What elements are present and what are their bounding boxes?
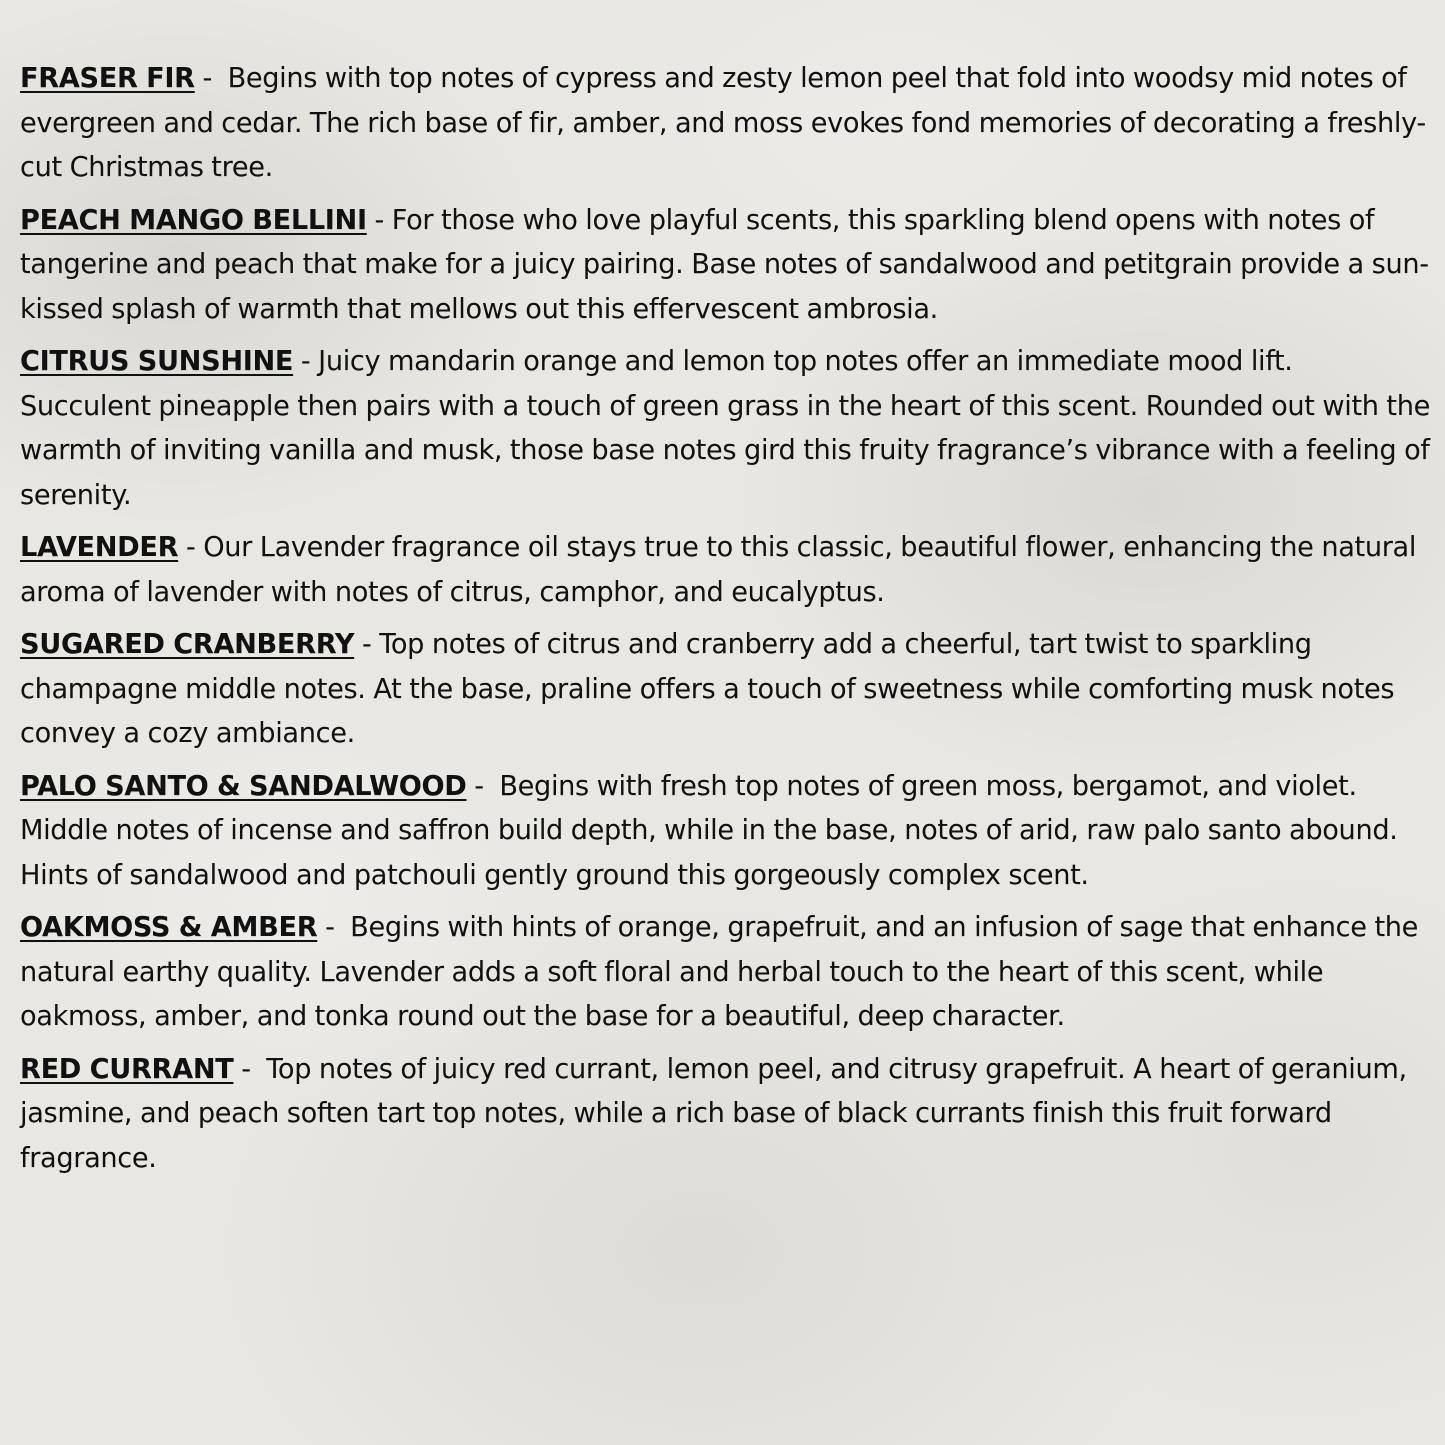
- scent-entry-fraser-fir: [20, 57, 1430, 191]
- scent-separator: -: [366, 204, 392, 236]
- scent-name: PALO SANTO & SANDALWOOD: [20, 770, 467, 802]
- scent-description: Juicy mandarin orange and lemon top notes offer an immediate mood lift. Succulent pineapple then pairs with a touch of green grass in the heart of this scent. Rounded out with the warmth of inviting vanilla and musk, those base notes gird this fruity fragrance’s vibrance with a feeling of serenity.: [20, 346, 1430, 511]
- scent-separator: -: [293, 346, 319, 377]
- scent-name: FRASER FIR: [20, 63, 195, 94]
- scent-name: LAVENDER: [20, 532, 179, 563]
- scent-entry-citrus-sunshine: [20, 340, 1430, 518]
- scent-name: PEACH MANGO BELLINI: [20, 204, 367, 236]
- scent-separator: -: [466, 770, 500, 802]
- scent-separator: -: [194, 63, 228, 94]
- scent-name: CITRUS SUNSHINE: [20, 346, 294, 377]
- scent-separator: -: [233, 1053, 267, 1085]
- scent-description: For those who love playful scents, this sparkling blend opens with notes of tangerine and peach that make for a juicy pairing. Base notes of sandalwood and petitgrain provide a sun-kissed splash of warmth that mellows out this effervescent ambrosia.: [20, 204, 1429, 325]
- scent-separator: -: [178, 532, 204, 563]
- scent-name: SUGARED CRANBERRY: [20, 629, 355, 660]
- scent-entry-oakmoss-amber: [20, 906, 1430, 1040]
- scent-description: Begins with top notes of cypress and zesty lemon peel that fold into woodsy mid notes of evergreen and cedar. The rich base of fir, amber, and moss evokes fond memories of decorating a freshly-cut Christmas tree.: [20, 63, 1426, 183]
- scent-description: Begins with fresh top notes of green moss, bergamot, and violet. Middle notes of incense and saffron build depth, while in the base, notes of arid, raw palo santo abound. Hints of sandalwood and patchouli gently ground this gorgeously complex scent.: [20, 770, 1398, 891]
- scent-entry-peach-mango-bellini: [20, 199, 1430, 333]
- scent-description: Top notes of citrus and cranberry add a cheerful, tart twist to sparkling champagne middle notes. At the base, praline offers a touch of sweetness while comforting musk notes convey a cozy ambiance.: [20, 629, 1395, 749]
- scent-name: OAKMOSS & AMBER: [20, 912, 318, 943]
- scent-description: Top notes of juicy red currant, lemon peel, and citrusy grapefruit. A heart of geranium, jasmine, and peach soften tart top notes, while a rich base of black currants finish this fruit forward fragrance.: [20, 1053, 1407, 1174]
- scent-separator: -: [317, 912, 351, 943]
- scent-descriptions: [20, 57, 1430, 1181]
- scent-entry-red-currant: [20, 1048, 1430, 1182]
- scent-entry-palo-santo-sandalwood: [20, 765, 1430, 899]
- scent-entry-lavender: [20, 526, 1430, 615]
- scent-description: Our Lavender fragrance oil stays true to this classic, beautiful flower, enhancing the natural aroma of lavender with notes of citrus, camphor, and eucalyptus.: [20, 532, 1417, 608]
- scent-description: Begins with hints of orange, grapefruit, and an infusion of sage that enhance the natural earthy quality. Lavender adds a soft floral and herbal touch to the heart of this scent, while oakmoss, amber, and tonka round out the base for a beautiful, deep character.: [20, 912, 1419, 1032]
- scent-entry-sugared-cranberry: [20, 623, 1430, 757]
- scent-name: RED CURRANT: [20, 1053, 234, 1085]
- scent-separator: -: [354, 629, 380, 660]
